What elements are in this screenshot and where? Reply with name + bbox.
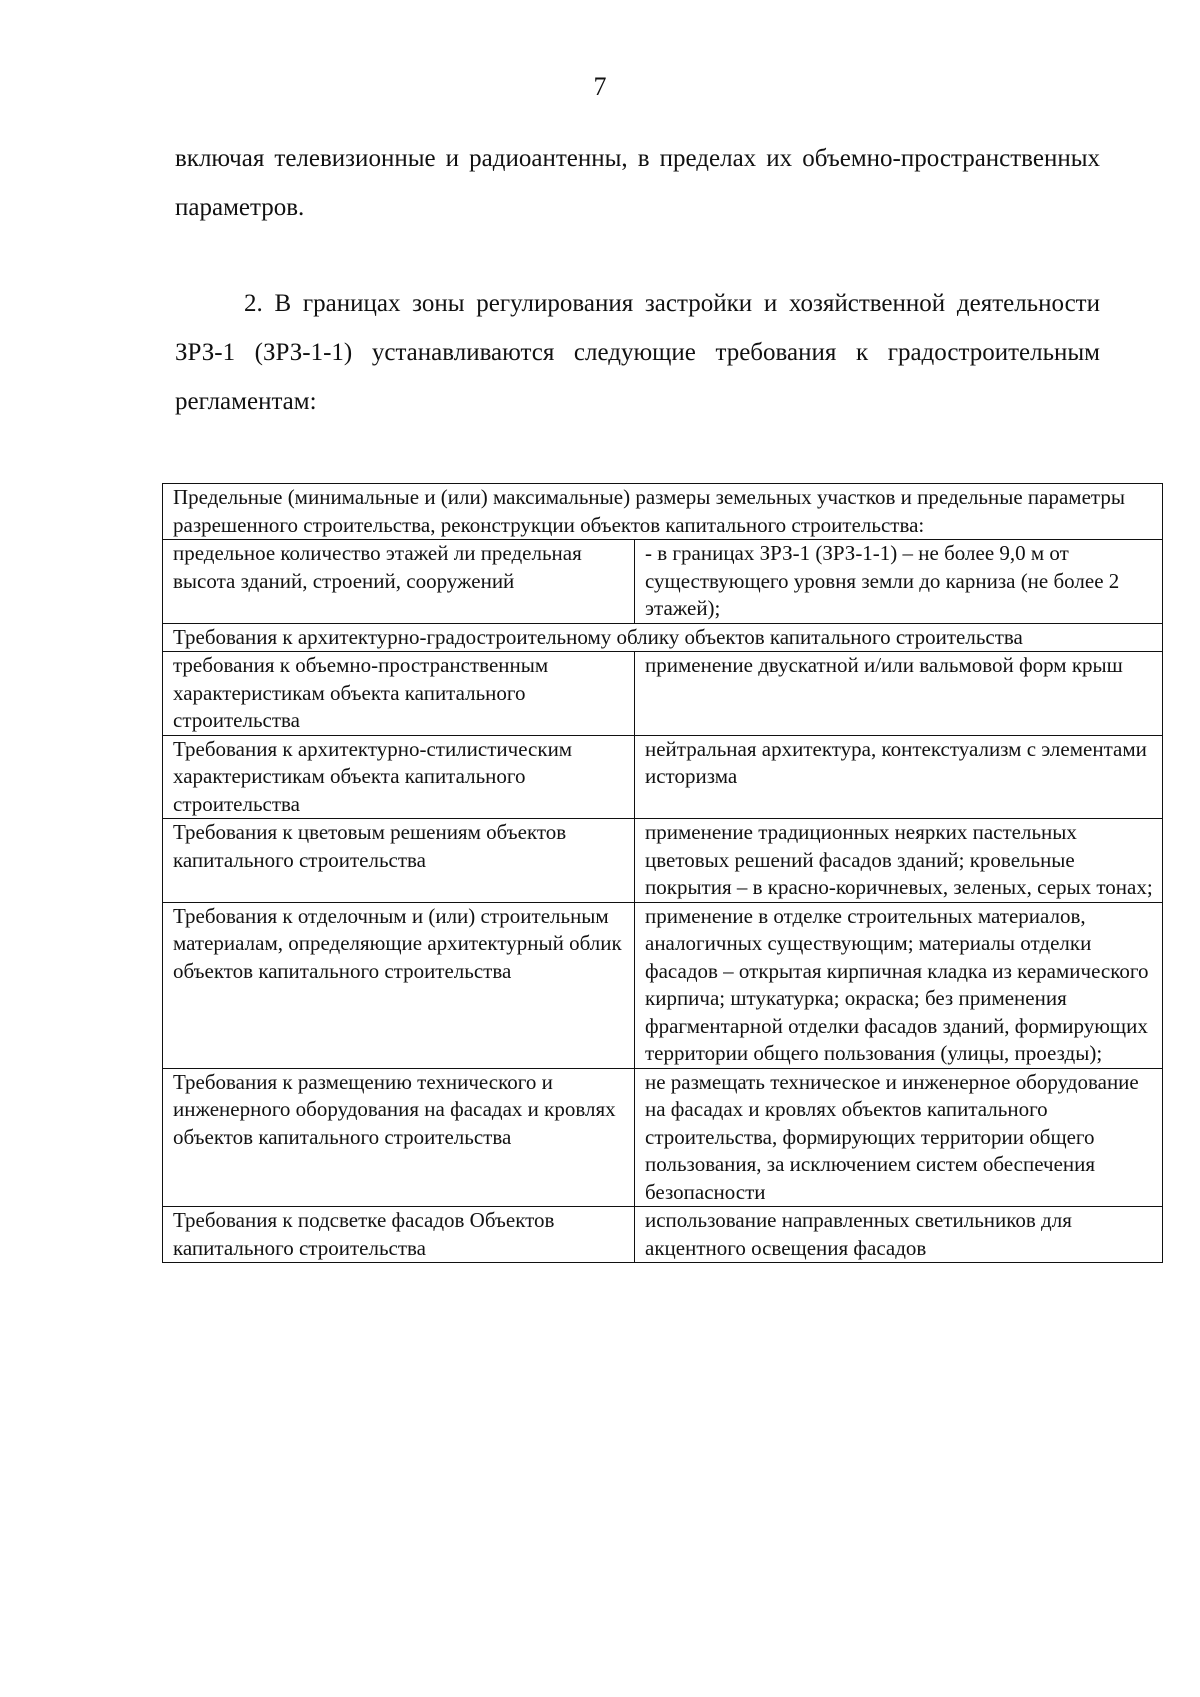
table-section-header — [163, 623, 1163, 652]
table-section-header — [163, 484, 1163, 540]
paragraph-continuation: включая телевизионные и радиоантенны, в пределах их объемно-пространственных параметров. — [175, 145, 1100, 221]
row3-left: Требования к архитектурно-стилистическим характеристикам объекта капитального строительства — [163, 735, 635, 819]
table-row — [163, 540, 1163, 624]
row4-left: Требования к цветовым решениям объектов капитального строительства — [163, 819, 635, 903]
table-row — [163, 819, 1163, 903]
row5-right: применение в отделке строительных материалов, аналогичных существующим; материалы отделки фасадов – открытая кирпичная кладка из керамического кирпича; штукатурка; окраска; без применения фрагментарной отделки фасадов зданий, формирующих территории общего пользования (улицы, проезды); — [635, 902, 1163, 1068]
paragraph-zone-requirements: 2. В границах зоны регулирования застройки и хозяйственной деятельности ЗРЗ-1 (ЗРЗ-1-1) устанавливаются следующие требования к градостроительным регламентам: — [175, 290, 1100, 415]
row7-right: использование направленных светильников для акцентного освещения фасадов — [635, 1207, 1163, 1263]
row1-left: предельное количество этажей ли предельная высота зданий, строений, сооружений — [163, 540, 635, 624]
section2-header: Требования к архитектурно-градостроительному облику объектов капитального строительства — [163, 623, 1163, 652]
table-row — [163, 652, 1163, 736]
row4-right: применение традиционных неярких пастельных цветовых решений фасадов зданий; кровельные покрытия – в красно-коричневых, зеленых, серых тонах; — [635, 819, 1163, 903]
row2-left: требования к объемно-пространственным характеристикам объекта капитального строительства — [163, 652, 635, 736]
row6-left: Требования к размещению технического и инженерного оборудования на фасадах и кровлях объектов капитального строительства — [163, 1068, 635, 1207]
row7-left: Требования к подсветке фасадов Объектов капитального строительства — [163, 1207, 635, 1263]
regulations-table — [162, 483, 1163, 1263]
page-number: 7 — [593, 72, 607, 101]
table-row — [163, 735, 1163, 819]
row3-right: нейтральная архитектура, контекстуализм с элементами историзма — [635, 735, 1163, 819]
row2-right: применение двускатной и/или вальмовой форм крыш — [635, 652, 1163, 736]
table-row — [163, 1068, 1163, 1207]
row5-left: Требования к отделочным и (или) строительным материалам, определяющие архитектурный облик объектов капитального строительства — [163, 902, 635, 1068]
row1-right: - в границах ЗРЗ-1 (ЗРЗ-1-1) – не более 9,0 м от существующего уровня земли до карниза (не более 2 этажей); — [635, 540, 1163, 624]
table-row — [163, 1207, 1163, 1263]
section1-header: Предельные (минимальные и (или) максимальные) размеры земельных участков и предельные параметры разрешенного строительства, реконструкции объектов капитального строительства: — [163, 484, 1163, 540]
table-row — [163, 902, 1163, 1068]
row6-right: не размещать техническое и инженерное оборудование на фасадах и кровлях объектов капитального строительства, формирующих территории общего пользования, за исключением систем обеспечения безопасности — [635, 1068, 1163, 1207]
